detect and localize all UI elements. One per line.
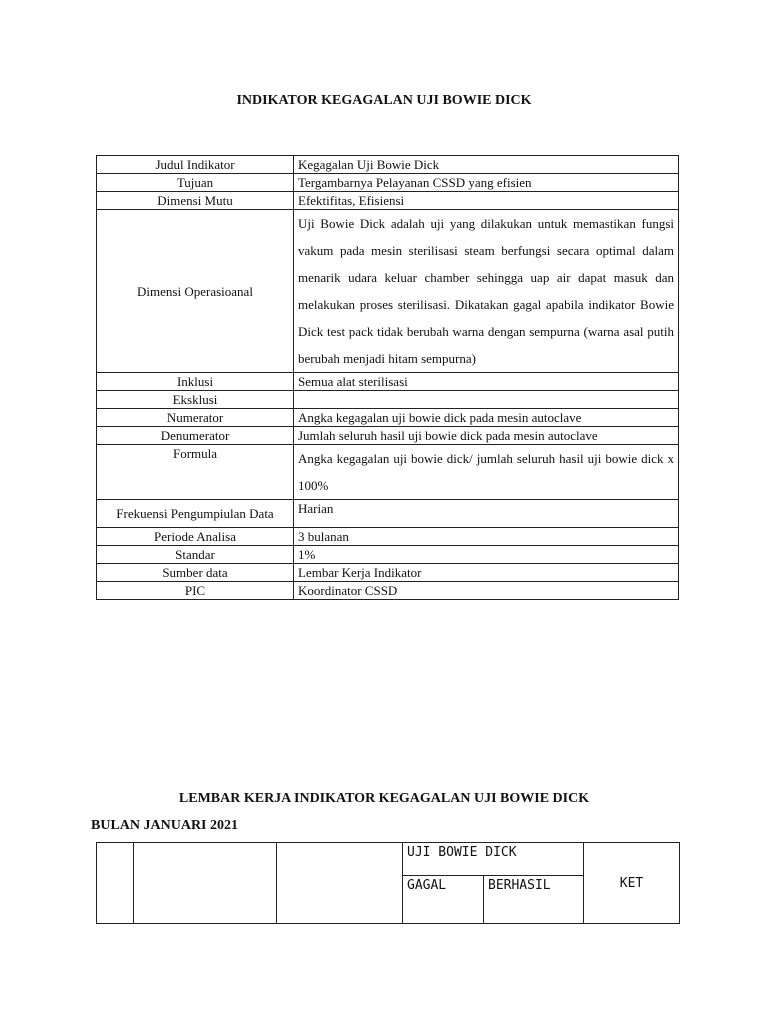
table-row xyxy=(97,582,679,600)
worksheet-title: LEMBAR KERJA INDIKATOR KEGAGALAN UJI BOWIE DICK xyxy=(178,791,590,806)
table-row xyxy=(97,373,679,391)
row-label: Periode Analisa xyxy=(97,528,294,546)
row-label: Inklusi xyxy=(97,373,294,391)
table-row xyxy=(97,500,679,528)
worksheet-header-group: UJI BOWIE DICK xyxy=(403,843,584,876)
row-label: Standar xyxy=(97,546,294,564)
worksheet-cell xyxy=(134,843,277,924)
row-value: Angka kegagalan uji bowie dick pada mesin autoclave xyxy=(294,409,679,427)
row-label: Dimensi Mutu xyxy=(97,192,294,210)
row-value: Semua alat sterilisasi xyxy=(294,373,679,391)
table-row xyxy=(97,156,679,174)
row-value xyxy=(294,391,679,409)
row-label: Judul Indikator xyxy=(97,156,294,174)
row-value: 3 bulanan xyxy=(294,528,679,546)
row-label: Denumerator xyxy=(97,427,294,445)
table-row xyxy=(97,391,679,409)
row-label: Numerator xyxy=(97,409,294,427)
row-value: Efektifitas, Efisiensi xyxy=(294,192,679,210)
row-value: Jumlah seluruh hasil uji bowie dick pada mesin autoclave xyxy=(294,427,679,445)
document-title: INDIKATOR KEGAGALAN UJI BOWIE DICK xyxy=(236,93,532,108)
row-value: Kegagalan Uji Bowie Dick xyxy=(294,156,679,174)
table-row xyxy=(97,546,679,564)
table-row xyxy=(97,210,679,373)
row-label: Tujuan xyxy=(97,174,294,192)
row-value: Lembar Kerja Indikator xyxy=(294,564,679,582)
worksheet-table xyxy=(96,842,680,924)
row-value: Uji Bowie Dick adalah uji yang dilakukan untuk memastikan fungsi vakum pada mesin sterilisasi steam berfungsi secara optimal dalam menarik udara keluar chamber sehingga uap air dapat masuk dan melakukan proses sterilisasi. Dikatakan gagal apabila indikator Bowie Dick test pack tidak berubah warna dengan sempurna (warna asal putih berubah menjadi hitam sempurna) xyxy=(294,210,679,373)
worksheet-month: BULAN JANUARI 2021 xyxy=(91,818,239,833)
indicator-table xyxy=(96,155,679,600)
worksheet-header-note: KET xyxy=(584,843,680,924)
table-row xyxy=(97,445,679,500)
row-value: Angka kegagalan uji bowie dick/ jumlah seluruh hasil uji bowie dick x 100% xyxy=(294,445,679,500)
worksheet-cell xyxy=(97,843,134,924)
table-row xyxy=(97,528,679,546)
row-value: 1% xyxy=(294,546,679,564)
row-label: Eksklusi xyxy=(97,391,294,409)
row-value: Tergambarnya Pelayanan CSSD yang efisien xyxy=(294,174,679,192)
row-label: PIC xyxy=(97,582,294,600)
table-row xyxy=(97,174,679,192)
worksheet-header-fail: GAGAL xyxy=(403,876,484,924)
worksheet-cell xyxy=(277,843,403,924)
table-row xyxy=(97,427,679,445)
row-value: Koordinator CSSD xyxy=(294,582,679,600)
table-row xyxy=(97,564,679,582)
row-label: Frekuensi Pengumpiulan Data xyxy=(97,500,294,528)
row-label: Dimensi Operasioanal xyxy=(97,210,294,373)
table-row xyxy=(97,409,679,427)
row-label: Formula xyxy=(97,445,294,500)
row-value: Harian xyxy=(294,500,679,528)
worksheet-header-success: BERHASIL xyxy=(484,876,584,924)
row-label: Sumber data xyxy=(97,564,294,582)
table-row xyxy=(97,192,679,210)
